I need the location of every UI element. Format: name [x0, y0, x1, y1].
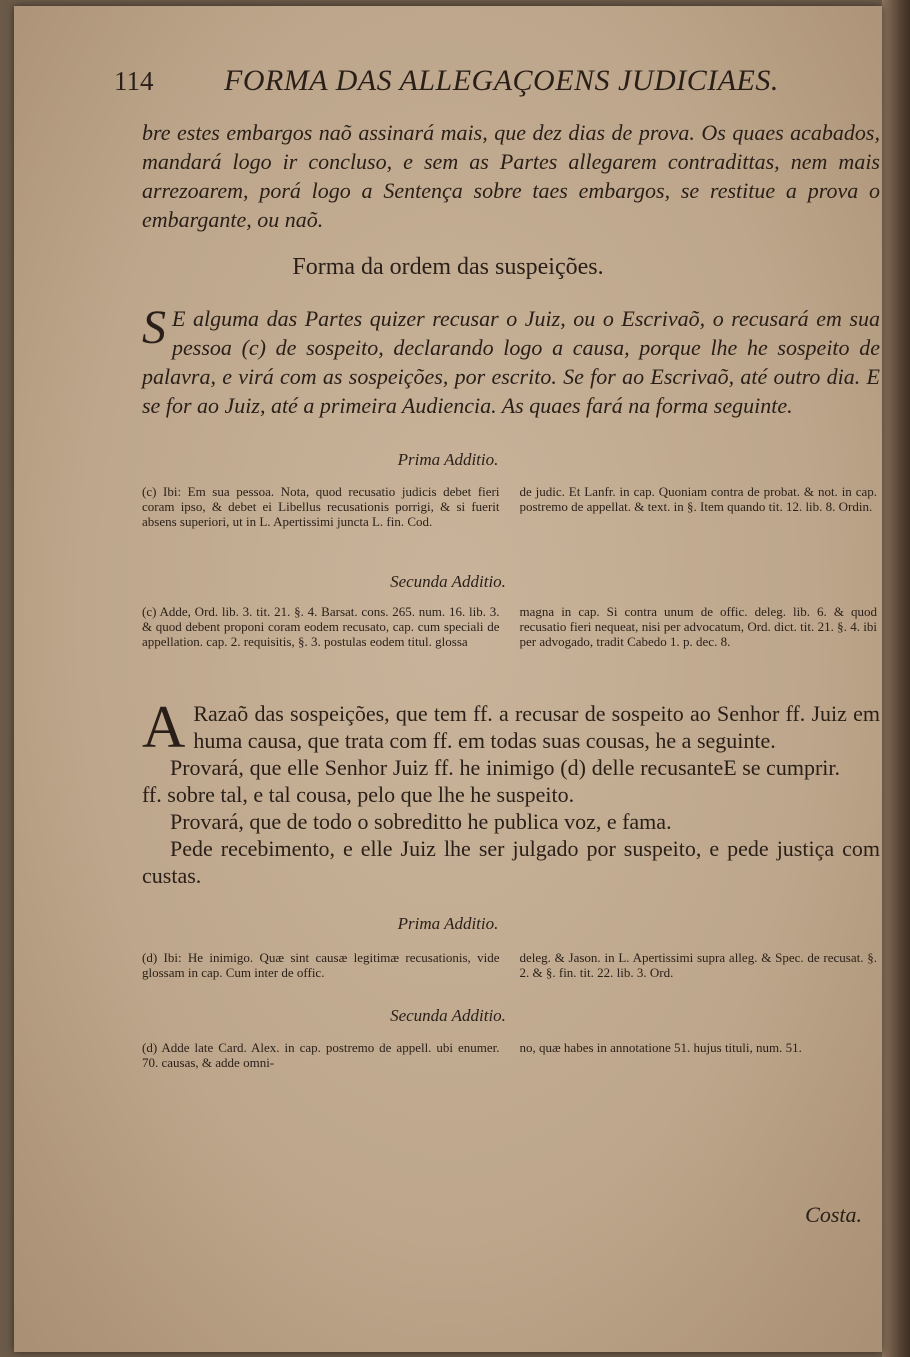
- running-title: FORMA DAS ALLEGAÇOENS JUDICIAES.: [224, 64, 779, 97]
- note-left-4: (d) Adde late Card. Alex. in cap. postremo de appell. ubi enumer. 70. causas, & adde omni-: [142, 1040, 500, 1070]
- note-right-2: magna in cap. Si contra unum de offic. deleg. lib. 6. & quod recusatio fieri nequeat, nisi per advocatum, Ord. dict. tit. 21. §. 4. ibi per advogado, tradit Cabedo 1. p. dec. 8.: [519, 604, 877, 649]
- intro-paragraph: bre estes embargos naõ assinará mais, que dez dias de prova. Os quaes acabados, mandará logo ir concluso, e sem as Partes allegarem contradittas, nem mais arrezoarem, porá logo a Sentença sobre taes embargos, se restitue a prova o embargante, ou naõ.: [142, 120, 880, 232]
- addition-heading-2: Secunda Additio.: [390, 572, 506, 591]
- book-page: [14, 6, 882, 1352]
- addition-heading-1: Prima Additio.: [397, 450, 499, 469]
- addition-notes-1: [142, 484, 877, 529]
- page-number: 114: [114, 66, 154, 96]
- pleading-paragraph-3: Provará, que de todo o sobreditto he publica voz, e fama.: [170, 809, 672, 834]
- pleading-paragraph-2: Provará, que elle Senhor Juiz ff. he inimigo (d) delle recusante ff. sobre tal, e tal cousa, pelo que lhe he suspeito.: [142, 755, 724, 807]
- book-edge: [882, 0, 910, 1357]
- addition-notes-3: [142, 950, 877, 980]
- pleading-paragraph-1-tail: E se cumprir.: [723, 755, 840, 780]
- section-text: E alguma das Partes quizer recusar o Juiz, ou o Escrivaõ, o recusará em sua pessoa (c) de sospeito, declarando logo a causa, porque lhe he sospeito de palavra, e virá com as sospeições, por escrito. Se for ao Escrivaõ, até outro dia. E se for ao Juiz, até a primeira Audiencia. As quaes fará na forma seguinte.: [142, 306, 880, 418]
- note-right-1: de judic. Et Lanfr. in cap. Quoniam contra de probat. & not. in cap. postremo de appellat. & text. in §. Item quando tit. 12. lib. 8. Ordin.: [519, 484, 877, 514]
- note-right-4: no, quæ habes in annotatione 51. hujus tituli, num. 51.: [519, 1040, 802, 1055]
- addition-notes-2: [142, 604, 877, 649]
- section-heading: Forma da ordem das suspeições.: [292, 254, 604, 280]
- dropcap-a: A: [142, 694, 186, 760]
- catchword: Costa.: [805, 1202, 862, 1227]
- addition-heading-3: Prima Additio.: [397, 914, 499, 933]
- pleading-paragraph-1: [142, 694, 880, 780]
- addition-heading-4: Secunda Additio.: [390, 1006, 506, 1025]
- section-paragraph: [142, 301, 880, 420]
- note-left-3: (d) Ibi: He inimigo. Quæ sint causæ legitimæ recusationis, vide glossam in cap. Cum inter de offic.: [142, 950, 500, 980]
- note-left-1: (c) Ibi: Em sua pessoa. Nota, quod recusatio judicis debet fieri coram ipso, & debet ei Libellus recusationis porrigi, & si fuerit absens superiori, ut in L. Apertissimi juncta L. fin. Cod.: [142, 484, 500, 529]
- addition-notes-4: [142, 1040, 877, 1070]
- pleading-paragraph-1-text: Razaõ das sospeições, que tem ff. a recusar de sospeito ao Senhor ff. Juiz em huma causa, que trata com ff. em todas suas cousas, he a seguinte.: [193, 701, 880, 753]
- note-left-2: (c) Adde, Ord. lib. 3. tit. 21. §. 4. Barsat. cons. 265. num. 16. lib. 3. & quod debent proponi coram eodem recusato, cap. cum speciali de appellation. cap. 2. requisitis, §. 3. postulas eodem titul. glossa: [142, 604, 500, 649]
- pleading-paragraph-4: Pede recebimento, e elle Juiz lhe ser julgado por suspeito, e pede justiça com custas.: [142, 836, 880, 888]
- note-right-3: deleg. & Jason. in L. Apertissimi supra alleg. & Spec. de recusat. §. 2. & §. fin. tit. 22. lib. 3. Ord.: [519, 950, 877, 980]
- dropcap-s: S: [142, 301, 166, 354]
- pleading-text: [142, 694, 880, 889]
- page-header: [114, 62, 884, 102]
